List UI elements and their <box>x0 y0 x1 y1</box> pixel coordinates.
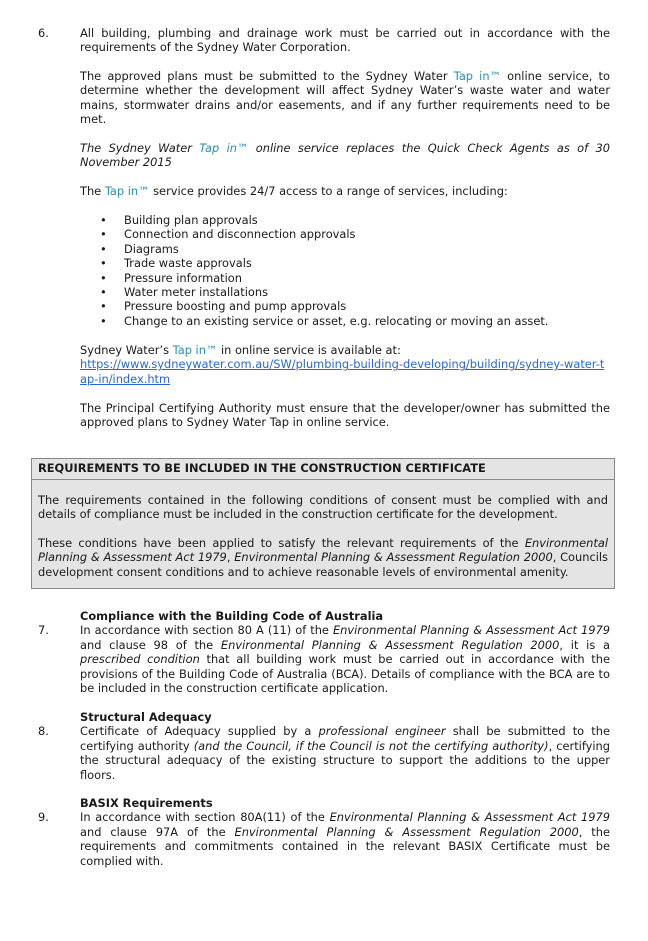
list-item: • Pressure boosting and pump approvals <box>100 299 610 313</box>
condition-7-text: In accordance with section 80 A (11) of the Environmental Planning & Assessment Act 1979 and clause 98 of the Environmental Planning & Assessment Regulation 2000, it is a prescribed condition that all building work must be carried out in accordance with the provisions of the Building Code of Australia (BCA). Details of compliance with the BCA are to be included in the construction certificate application. <box>80 623 610 696</box>
condition-7 <box>38 609 610 695</box>
condition-6-paragraph-6: The Principal Certifying Authority must ensure that the developer/owner has submitted the approved plans to Sydney Water Tap in online service. <box>80 401 610 430</box>
requirements-paragraph-1: The requirements contained in the following conditions of consent must be complied with and details of compliance must be included in the construction certificate for the development. <box>38 493 608 522</box>
tap-in-brand: Tap in™ <box>453 69 501 83</box>
list-item: • Water meter installations <box>100 285 610 299</box>
condition-6-paragraph-3: The Sydney Water Tap in™ online service replaces the Quick Check Agents as of 30 November 2015 <box>80 141 610 170</box>
condition-heading: Compliance with the Building Code of Australia <box>80 609 384 623</box>
condition-9 <box>38 796 610 868</box>
tap-in-brand: Tap in™ <box>172 343 218 357</box>
condition-heading: Structural Adequacy <box>80 710 212 724</box>
list-item: • Diagrams <box>100 242 610 256</box>
condition-6 <box>38 26 610 55</box>
condition-number: 8. <box>38 724 49 739</box>
list-item: • Pressure information <box>100 271 610 285</box>
services-list <box>38 213 610 328</box>
list-item: • Trade waste approvals <box>100 256 610 270</box>
condition-9-text: In accordance with section 80A(11) of the Environmental Planning & Assessment Act 1979 and clause 97A of the Environmental Planning & Assessment Regulation 2000, the requirements and commitments contained in the relevant BASIX Certificate must be complied with. <box>80 810 610 868</box>
tap-in-brand: Tap in™ <box>199 141 249 155</box>
condition-number: 9. <box>38 810 49 825</box>
condition-8 <box>38 710 610 782</box>
list-item: • Change to an existing service or asset, e.g. relocating or moving an asset. <box>100 314 610 328</box>
tap-in-brand: Tap in™ <box>104 184 150 198</box>
condition-6-paragraph-4: The Tap in™ service provides 24/7 access to a range of services, including: <box>80 184 508 198</box>
condition-number: 6. <box>38 26 49 40</box>
condition-6-paragraph-5: Sydney Water’s Tap in™ in online service is available at: https://www.sydneywater.com.au/SW/plumbing-building-developing/building/sydney-water-tap-in/index.htm <box>80 343 605 386</box>
requirements-box <box>31 458 615 589</box>
requirements-paragraph-2: These conditions have been applied to satisfy the relevant requirements of the Environmental Planning & Assessment Act 1979, Environmental Planning & Assessment Regulation 2000, Councils development consent conditions and to achieve reasonable levels of environmental amenity. <box>38 535 608 579</box>
condition-6-paragraph-1: All building, plumbing and drainage work must be carried out in accordance with the requirements of the Sydney Water Corporation. <box>80 26 610 55</box>
condition-6-paragraph-2: The approved plans must be submitted to the Sydney Water Tap in™ online service, to determine whether the development will affect Sydney Water’s waste water and water mains, stormwater drains and/or easements, and if any further requirements need to be met. <box>80 69 610 127</box>
sydney-water-tap-in-link[interactable]: https://www.sydneywater.com.au/SW/plumbing-building-developing/building/sydney-water-tap-in/index.htm <box>80 357 605 386</box>
condition-heading: BASIX Requirements <box>80 796 213 810</box>
list-item: • Connection and disconnection approvals <box>100 227 610 241</box>
condition-number: 7. <box>38 623 49 638</box>
condition-8-text: Certificate of Adequacy supplied by a professional engineer shall be submitted to the certifying authority (and the Council, if the Council is not the certifying authority), certifying the structural adequacy of the existing structure to support the additions to the upper floors. <box>80 724 611 782</box>
requirements-heading: REQUIREMENTS TO BE INCLUDED IN THE CONSTRUCTION CERTIFICATE <box>32 459 614 480</box>
list-item: • Building plan approvals <box>100 213 610 227</box>
